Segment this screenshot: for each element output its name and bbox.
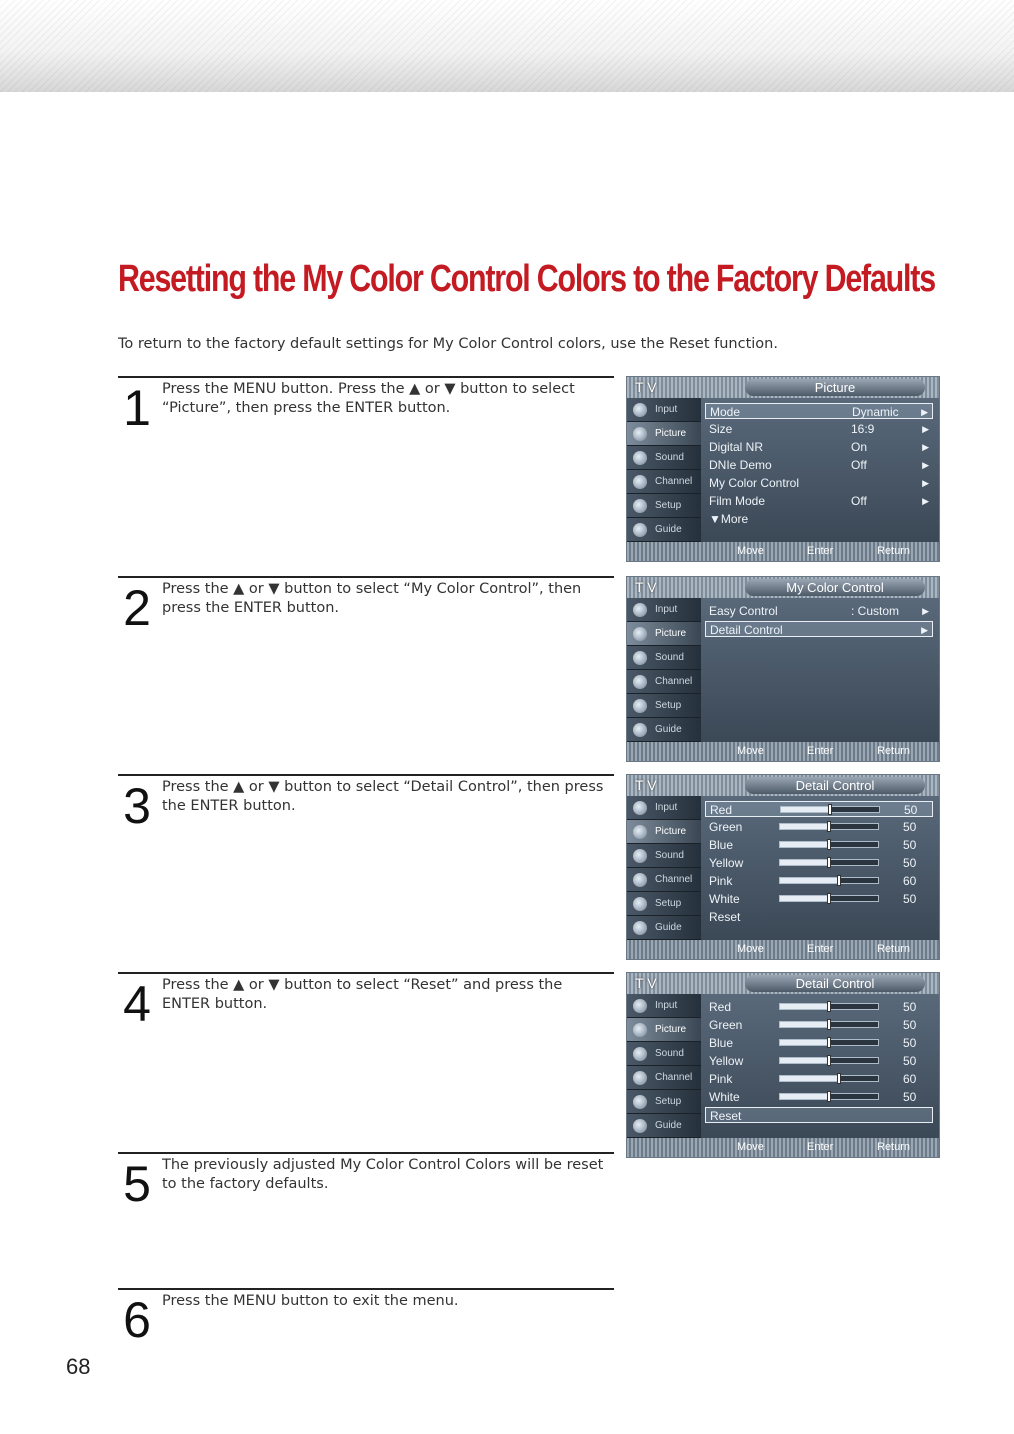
page-number: 68	[66, 1354, 91, 1379]
osd-slider-value: 50	[903, 820, 917, 834]
osd-menu-row-my-color-control[interactable]	[705, 475, 933, 491]
step-5	[118, 1152, 614, 1282]
osd-sidebar-item-input[interactable]	[627, 598, 701, 622]
osd-menu-row-yellow[interactable]	[705, 1053, 933, 1069]
osd-slider-knob[interactable]	[837, 875, 841, 886]
chevron-right-icon: ▶	[921, 625, 928, 635]
step-1	[118, 376, 614, 556]
osd-slider-value: 50	[903, 1036, 917, 1050]
osd-row-value: 16:9	[851, 422, 875, 436]
osd-sidebar-item-picture[interactable]	[627, 422, 701, 446]
osd-sidebar-item-setup[interactable]	[627, 892, 701, 916]
osd-slider-knob[interactable]	[827, 821, 831, 832]
osd-row-label: Green	[709, 820, 743, 834]
osd-title-bar	[627, 775, 940, 796]
osd-slider[interactable]	[779, 1075, 879, 1082]
osd-tv-label: T V	[635, 975, 657, 991]
osd-slider-fill	[780, 1076, 839, 1081]
osd-menu-row-dnie-demo[interactable]	[705, 457, 933, 473]
osd-sidebar-label: Picture	[655, 826, 687, 837]
osd-sidebar-label: Sound	[655, 850, 684, 861]
osd-slider[interactable]	[779, 1093, 879, 1100]
osd-menu-row-easy-control[interactable]	[705, 603, 933, 619]
picture-icon	[633, 825, 647, 839]
osd-row-label: Yellow	[709, 1054, 744, 1068]
step-text: Press the ▲ or ▼ button to select “Reset” and press the ENTER button.	[162, 977, 563, 1012]
osd-row-label: Blue	[709, 1036, 734, 1050]
osd-menu-row-pink[interactable]	[705, 873, 933, 889]
osd-row-value: Off	[851, 458, 867, 472]
osd-row-label: My Color Control	[709, 476, 800, 490]
osd-picture-menu	[626, 376, 940, 562]
osd-sidebar-item-channel[interactable]	[627, 1066, 701, 1090]
osd-footer	[627, 742, 940, 761]
osd-sidebar-label: Input	[655, 404, 678, 415]
step-text: Press the ▲ or ▼ button to select “Detail Control”, then press the ENTER button.	[162, 779, 604, 814]
osd-footer-return: Return	[877, 745, 911, 757]
osd-sidebar-label: Guide	[655, 922, 682, 933]
osd-slider-knob[interactable]	[827, 893, 831, 904]
osd-sidebar-label: Setup	[655, 500, 682, 511]
osd-row-label: Film Mode	[709, 494, 766, 508]
osd-footer-enter: Enter	[807, 1141, 834, 1153]
guide-icon	[633, 921, 647, 935]
osd-sidebar-item-guide[interactable]	[627, 518, 701, 542]
osd-slider[interactable]	[779, 1039, 879, 1046]
osd-slider-fill	[780, 1094, 829, 1099]
osd-footer-move: Move	[737, 943, 764, 955]
osd-sidebar-label: Picture	[655, 1024, 687, 1035]
osd-title-bar	[627, 377, 940, 398]
osd-sidebar-item-setup[interactable]	[627, 1090, 701, 1114]
osd-sidebar-label: Channel	[655, 476, 693, 487]
osd-menu-row-yellow[interactable]	[705, 855, 933, 871]
osd-sidebar-label: Input	[655, 604, 678, 615]
osd-row-label: Digital NR	[709, 440, 764, 454]
osd-footer	[627, 542, 940, 561]
step-2	[118, 576, 614, 756]
step-divider	[118, 576, 614, 578]
osd-sidebar-label: Channel	[655, 874, 693, 885]
osd-slider-fill	[780, 824, 829, 829]
osd-footer-enter: Enter	[807, 545, 834, 557]
setup-icon	[633, 897, 647, 911]
osd-row-label: Mode	[710, 405, 741, 419]
osd-sidebar-item-sound[interactable]	[627, 646, 701, 670]
step-6	[118, 1288, 614, 1348]
chevron-right-icon: ▶	[922, 478, 929, 488]
osd-slider-value: 50	[903, 1018, 917, 1032]
input-icon	[633, 603, 647, 617]
osd-sidebar-item-guide[interactable]	[627, 1114, 701, 1138]
step-3	[118, 774, 614, 954]
osd-slider-value: 50	[903, 892, 917, 906]
osd-sidebar-item-input[interactable]	[627, 994, 701, 1018]
osd-row-label: Red	[710, 803, 733, 817]
osd-sidebar-label: Picture	[655, 628, 687, 639]
setup-icon	[633, 499, 647, 513]
osd-slider-fill	[780, 842, 829, 847]
sound-icon	[633, 1047, 647, 1061]
chevron-right-icon: ▶	[922, 606, 929, 616]
step-text: Press the MENU button. Press the ▲ or ▼ button to select “Picture”, then press the ENTER button.	[162, 381, 575, 416]
guide-icon	[633, 723, 647, 737]
osd-menu-title: Picture	[745, 379, 925, 396]
osd-sidebar-label: Input	[655, 802, 678, 813]
osd-slider-fill	[780, 878, 839, 883]
osd-sidebar	[627, 994, 701, 1139]
osd-sidebar-label: Setup	[655, 700, 682, 711]
osd-slider-knob[interactable]	[827, 1001, 831, 1012]
sound-icon	[633, 451, 647, 465]
osd-row-label: Yellow	[709, 856, 744, 870]
osd-sidebar-label: Sound	[655, 452, 684, 463]
osd-sidebar-item-channel[interactable]	[627, 868, 701, 892]
channel-icon	[633, 873, 647, 887]
osd-detail-control-menu	[626, 774, 940, 960]
picture-icon	[633, 1023, 647, 1037]
osd-sidebar-item-guide[interactable]	[627, 916, 701, 940]
osd-menu-row-more[interactable]	[705, 511, 933, 527]
osd-menu-panel	[701, 796, 939, 941]
osd-menu-row-digital-nr[interactable]	[705, 439, 933, 455]
osd-sidebar-label: Input	[655, 1000, 678, 1011]
osd-slider-fill	[781, 807, 830, 812]
osd-menu-title: My Color Control	[745, 579, 925, 596]
chevron-right-icon: ▶	[922, 496, 929, 506]
osd-sidebar-item-sound[interactable]	[627, 844, 701, 868]
osd-slider[interactable]	[779, 841, 879, 848]
osd-menu-row-white[interactable]	[705, 891, 933, 907]
osd-tv-label: T V	[635, 379, 657, 395]
osd-footer	[627, 940, 940, 959]
osd-row-label: Pink	[709, 874, 733, 888]
osd-menu-row-red[interactable]	[705, 801, 933, 817]
osd-slider[interactable]	[780, 806, 880, 813]
channel-icon	[633, 1071, 647, 1085]
osd-title-bar	[627, 577, 940, 598]
osd-slider-value: 60	[903, 1072, 917, 1086]
osd-menu-row-green[interactable]	[705, 1017, 933, 1033]
osd-sidebar-label: Setup	[655, 1096, 682, 1107]
osd-menu-row-detail-control[interactable]	[705, 621, 933, 637]
osd-sidebar-label: Setup	[655, 898, 682, 909]
osd-sidebar-label: Picture	[655, 428, 687, 439]
osd-row-label: Detail Control	[710, 623, 783, 637]
osd-sidebar	[627, 598, 701, 743]
osd-sidebar-item-sound[interactable]	[627, 446, 701, 470]
osd-menu-row-pink[interactable]	[705, 1071, 933, 1087]
picture-icon	[633, 427, 647, 441]
osd-slider-fill	[780, 896, 829, 901]
setup-icon	[633, 699, 647, 713]
input-icon	[633, 801, 647, 815]
osd-footer-enter: Enter	[807, 745, 834, 757]
osd-slider[interactable]	[779, 823, 879, 830]
osd-footer	[627, 1138, 940, 1157]
osd-menu-row-white[interactable]	[705, 1089, 933, 1105]
osd-slider-fill	[780, 860, 829, 865]
osd-sidebar-item-input[interactable]	[627, 398, 701, 422]
osd-row-label: Red	[709, 1000, 732, 1014]
osd-slider-knob[interactable]	[827, 1019, 831, 1030]
osd-row-label: Size	[709, 422, 733, 436]
input-icon	[633, 403, 647, 417]
osd-slider[interactable]	[779, 1057, 879, 1064]
picture-icon	[633, 627, 647, 641]
osd-row-value: : Custom	[851, 604, 900, 618]
osd-slider-knob[interactable]	[827, 839, 831, 850]
osd-menu-row-red[interactable]	[705, 999, 933, 1015]
step-number: 1	[123, 380, 151, 436]
step-number: 3	[123, 778, 151, 834]
osd-slider-fill	[780, 1058, 829, 1063]
step-divider	[118, 376, 614, 378]
osd-sidebar	[627, 398, 701, 543]
osd-slider[interactable]	[779, 1003, 879, 1010]
osd-slider-value: 50	[903, 1090, 917, 1104]
osd-sidebar-item-picture[interactable]	[627, 622, 701, 646]
step-text: Press the ▲ or ▼ button to select “My Color Control”, then press the ENTER button.	[162, 581, 582, 616]
osd-sidebar-item-picture[interactable]	[627, 820, 701, 844]
osd-footer-return: Return	[877, 1141, 911, 1153]
step-4	[118, 972, 614, 1152]
osd-row-value: Dynamic	[852, 405, 899, 419]
osd-sidebar-item-setup[interactable]	[627, 694, 701, 718]
osd-row-label: Green	[709, 1018, 743, 1032]
sound-icon	[633, 849, 647, 863]
osd-title-bar	[627, 973, 940, 994]
osd-slider-knob[interactable]	[827, 1091, 831, 1102]
osd-slider[interactable]	[779, 877, 879, 884]
osd-sidebar-item-channel[interactable]	[627, 470, 701, 494]
osd-sidebar-label: Guide	[655, 1120, 682, 1131]
input-icon	[633, 999, 647, 1013]
osd-footer-move: Move	[737, 745, 764, 757]
decorative-header-band	[0, 0, 1014, 92]
osd-sidebar-item-channel[interactable]	[627, 670, 701, 694]
osd-row-value: On	[851, 440, 868, 454]
osd-menu-row-reset[interactable]	[705, 909, 933, 925]
osd-footer-move: Move	[737, 545, 764, 557]
osd-slider-knob[interactable]	[827, 1055, 831, 1066]
osd-slider-value: 50	[903, 856, 917, 870]
osd-slider-value: 50	[904, 803, 918, 817]
osd-slider-value: 50	[903, 838, 917, 852]
step-text: Press the MENU button to exit the menu.	[162, 1293, 459, 1309]
sound-icon	[633, 651, 647, 665]
osd-slider-fill	[780, 1040, 829, 1045]
step-divider	[118, 972, 614, 974]
page-title: Resetting the My Color Control Colors to the Factory Defaults	[118, 258, 935, 300]
osd-menu-panel	[701, 598, 939, 743]
osd-slider-value: 60	[903, 874, 917, 888]
step-number: 6	[123, 1292, 151, 1348]
osd-slider-knob[interactable]	[827, 857, 831, 868]
osd-menu-title: Detail Control	[745, 777, 925, 794]
osd-slider[interactable]	[779, 895, 879, 902]
osd-sidebar-item-picture[interactable]	[627, 1018, 701, 1042]
osd-detail-control-reset-menu	[626, 972, 940, 1158]
osd-row-label: White	[709, 1090, 740, 1104]
osd-menu-row-film-mode[interactable]	[705, 493, 933, 509]
osd-menu-row-green[interactable]	[705, 819, 933, 835]
osd-tv-label: T V	[635, 579, 657, 595]
osd-row-label: Blue	[709, 838, 734, 852]
step-number: 5	[123, 1156, 151, 1212]
osd-sidebar-item-sound[interactable]	[627, 1042, 701, 1066]
osd-sidebar-label: Channel	[655, 1072, 693, 1083]
osd-slider-knob[interactable]	[837, 1073, 841, 1084]
setup-icon	[633, 1095, 647, 1109]
osd-row-value: Off	[851, 494, 867, 508]
channel-icon	[633, 475, 647, 489]
osd-menu-row-mode[interactable]	[705, 403, 933, 419]
osd-footer-return: Return	[877, 545, 911, 557]
osd-footer-enter: Enter	[807, 943, 834, 955]
osd-row-label: Reset	[709, 910, 741, 924]
osd-slider-knob[interactable]	[827, 1037, 831, 1048]
osd-sidebar-item-input[interactable]	[627, 796, 701, 820]
osd-slider-fill	[780, 1022, 829, 1027]
osd-sidebar-label: Guide	[655, 724, 682, 735]
osd-sidebar-label: Guide	[655, 524, 682, 535]
osd-row-label: White	[709, 892, 740, 906]
intro-text: To return to the factory default settings for My Color Control colors, use the Reset function.	[118, 336, 778, 352]
osd-menu-panel	[701, 994, 939, 1139]
osd-sidebar-label: Sound	[655, 1048, 684, 1059]
step-text: The previously adjusted My Color Control Colors will be reset to the factory defaults.	[162, 1157, 604, 1192]
step-number: 4	[123, 976, 151, 1032]
osd-row-label: Pink	[709, 1072, 733, 1086]
osd-sidebar-label: Sound	[655, 652, 684, 663]
osd-row-label: DNIe Demo	[709, 458, 772, 472]
osd-slider[interactable]	[779, 859, 879, 866]
osd-menu-title: Detail Control	[745, 975, 925, 992]
chevron-right-icon: ▶	[922, 424, 929, 434]
osd-menu-row-blue[interactable]	[705, 1035, 933, 1051]
osd-sidebar-label: Channel	[655, 676, 693, 687]
step-number: 2	[123, 580, 151, 636]
step-divider	[118, 1288, 614, 1290]
step-divider	[118, 774, 614, 776]
osd-slider[interactable]	[779, 1021, 879, 1028]
osd-footer-return: Return	[877, 943, 911, 955]
osd-menu-row-size[interactable]	[705, 421, 933, 437]
osd-menu-row-reset[interactable]	[705, 1107, 933, 1123]
chevron-right-icon: ▶	[921, 407, 928, 417]
osd-sidebar-item-guide[interactable]	[627, 718, 701, 742]
osd-slider-fill	[780, 1004, 829, 1009]
osd-footer-move: Move	[737, 1141, 764, 1153]
osd-sidebar	[627, 796, 701, 941]
osd-row-label: Reset	[710, 1109, 742, 1123]
chevron-right-icon: ▶	[922, 460, 929, 470]
chevron-right-icon: ▶	[922, 442, 929, 452]
channel-icon	[633, 675, 647, 689]
osd-my-color-control-menu	[626, 576, 940, 762]
osd-slider-value: 50	[903, 1054, 917, 1068]
osd-menu-panel	[701, 398, 939, 543]
osd-slider-value: 50	[903, 1000, 917, 1014]
guide-icon	[633, 523, 647, 537]
osd-menu-row-blue[interactable]	[705, 837, 933, 853]
step-divider	[118, 1152, 614, 1154]
osd-row-label: ▼More	[709, 512, 749, 526]
osd-slider-knob[interactable]	[828, 804, 832, 815]
osd-row-label: Easy Control	[709, 604, 778, 618]
osd-sidebar-item-setup[interactable]	[627, 494, 701, 518]
guide-icon	[633, 1119, 647, 1133]
osd-tv-label: T V	[635, 777, 657, 793]
